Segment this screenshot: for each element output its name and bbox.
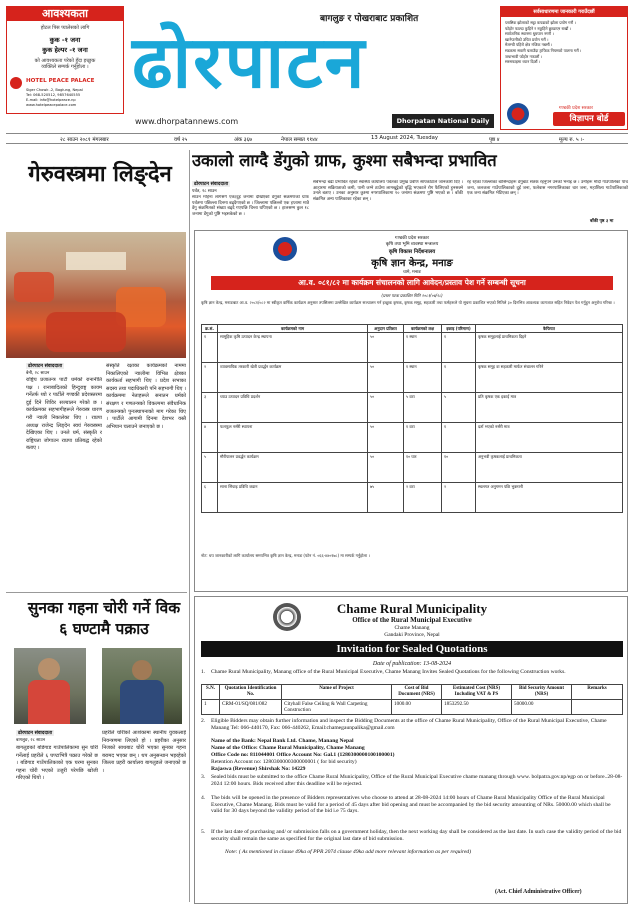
cell: फलफूल नर्सरी स्थापना — [218, 423, 368, 453]
notice-th: क्र.सं. — [202, 325, 218, 333]
cell: २ — [442, 483, 476, 513]
hotel-address: Siger Chowk -2, Baglung, Nepal — [26, 88, 83, 92]
cell: १ स्थान — [404, 333, 442, 363]
cell: ५ — [202, 453, 218, 483]
dateline-bar — [6, 133, 628, 144]
notice-banner: आ.व. ०८१/८२ मा कार्यक्रम संचालनको लागि आवेदन/प्रस्ताव पेश गर्ने सम्बन्धी सूचना — [211, 276, 613, 290]
cell: ६ — [202, 483, 218, 513]
notice-line2: कृषि तथा भूमि व्यवस्था मन्त्रालय — [385, 242, 439, 247]
agri-notice — [194, 230, 628, 592]
cell: १ वटा — [404, 423, 442, 453]
notice-title: कृषि ज्ञान केन्द्र, मनाङ — [371, 258, 453, 269]
tender-note: Note: ( As mentioned in clause 49ka of PPR 2074 clause 49ka add more relevant information as per required) — [225, 849, 472, 855]
notice-intro: कृषि ज्ञान केन्द्र, मनाङबाट आ.व. २०८१/०८२ मा स्वीकृत वार्षिक कार्यक्रम अनुसार तपसिलमा उल्लेखित कार्यक्रम सञ्चालन गर्न इच्छुक कृषक, कृषक समूह, सहकारी तथा फर्महरूले यो सूचना प्रकाशित भएको मितिले ३० दिनभित्र आवश्यक कागजात सहित निवेदन पेश गर्नुहुन अनुरोध गरिन्छ । — [201, 300, 615, 305]
cell: ५० — [368, 453, 404, 483]
tender-th: Bid Security Amount (NRS) — [512, 685, 572, 700]
left-story2-byline: ढोरपाटन संवाददाता — [18, 731, 53, 736]
cell: दर्ता भएको नर्सरी मात्र — [476, 423, 623, 453]
english-date: 13 August 2024, Tuesday — [371, 135, 439, 141]
notice-line1: गण्डकी प्रदेश सरकार — [395, 236, 429, 241]
notice-line3: कृषि विकास निर्देशनालय — [388, 249, 436, 255]
main-story-col2: सबैभन्दा बढी प्रभावित रहेको स्वास्थ्य कार्यालय पर्वतका प्रमुख प्रवीण सापकोटाले जानकारी दिए । आहारमा सक्रियताको कमी, पानी जम्ने ठाउँमा लामखुट्टेको वृद्धि भएकाले रोग फैलिएको हुनसक्ने उनले बताए । उनका अनुसार कुश्मा नगरपालिकामा १० जनामा संक्रमण पुष्टि भएको छ । बाँकी संक्रमित अन्य पालिकाका रहेका छन् । — [313, 180, 463, 202]
main-story-continued: बाँकी पृष्ठ ३ मा — [590, 219, 614, 224]
notice-footnote: नोट: थप जानकारीको लागि कार्यालय समयभित्र कृषि ज्ञान केन्द्र, मनाङ (फोन नं. ०६६-४४०१७८) मा सम्पर्क गर्नुहोला । — [201, 553, 370, 558]
right-ad-item: सरसफाइमा ध्यान दिऔं । — [505, 59, 541, 65]
right-ad-item: फोहोर फाल्दा कुहिने र नकुहिने छुट्याएर राखौं । — [505, 25, 571, 31]
tender-item4-num: 4. — [201, 795, 206, 801]
nepali-date: २८ साउन २०८१ मंगलबार — [60, 137, 109, 143]
tender-bank3: Office Code no: 811044001 Office Account No: Gal.1 (1280300000100100001) — [211, 752, 395, 758]
cell: सामूहिक कृषि उत्पादन केन्द्र स्थापना — [218, 333, 368, 363]
right-ad-org-line1: गण्डकी प्रदेश सरकार — [559, 106, 593, 111]
notice-sub: चामे, मनाङ — [403, 270, 421, 275]
tender-th: Quotation Identification No. — [220, 685, 282, 700]
cell: ५ — [442, 393, 476, 423]
table-row — [202, 363, 623, 393]
cell: ५० — [368, 363, 404, 393]
left-story2-col2: प्रहरीले चोरीको आशंकामा स्थानीय युवकलाई नियन्त्रणमा लिएको हो । प्रहरीका अनुसार निजको साथबाट चोरी भएका सुनका गहना बरामद भएका छन् । थप अनुसन्धान भइरहेको जिल्ला प्रहरी कार्यालय बागलुङले जनाएको छ । — [102, 730, 186, 774]
left-story-headline: गेरुवस्त्रमा लिङ्देन — [28, 162, 172, 187]
tender-title: Invitation for Sealed Quotations — [201, 641, 623, 657]
table-row — [202, 453, 623, 483]
tender-bank2: Name of the Office: Chame Rural Municipality, Chame Manang — [211, 745, 365, 751]
cell: Cityhall False Ceiling & Wall Carpeting Construction — [282, 700, 392, 715]
cell: 1853292.50 — [442, 700, 512, 715]
left-story2-col1: बागलुङको बडिगाड गाउँपालिकामा सुन चोरी गर्नेलाई प्रहरीले ६ घण्टाभित्रै पक्राउ गरेको छ । बडिगाड गाउँपालिकाको एक घरमा सुनका गहना चोरी भएको उजुरी परेपछि खोजी गरिएको थियो । — [16, 745, 98, 782]
cell: १ — [442, 333, 476, 363]
right-ad-item: मेलम्ची पहिरो क्षेत्र नजिक नबसौं । — [505, 42, 553, 48]
tender-office: Office of the Rural Municipal Executive — [352, 616, 472, 624]
tender-municipality: Chame Rural Municipality — [336, 601, 488, 616]
masthead-title: ढोरपाटन — [132, 20, 367, 104]
notice-th: अनुदान प्रतिशत — [368, 325, 404, 333]
tender-notice — [194, 596, 628, 904]
cell: मौरीपालन प्रवर्द्धन कार्यक्रम — [218, 453, 368, 483]
tender-bank1: Name of the Bank: Nepal Bank Ltd. Chame, Manang Nepal — [211, 738, 354, 744]
cell: ५ वटा — [404, 393, 442, 423]
cell: 50000.00 — [512, 700, 572, 715]
tender-item2: Eligible Bidders may obtain further information and inspect the Bidding Documents at the office of Chame Rural Municipality, Office of the Rural Municipal Executive, Chame Manang Tel: 066-440170, Fax: 066-440262, Email:chamegaunpalika@gmail.com — [211, 718, 607, 731]
masthead-english-name: Dhorpatan National Daily — [392, 114, 494, 128]
right-ad-item: प्लाष्टिक झोलाको सट्टा कपडाको झोला प्रयोग गरौं । — [505, 20, 576, 25]
notice-th: कार्यक्रमको लक्ष — [404, 325, 442, 333]
nepal-emblem-icon — [507, 103, 529, 125]
cell: स्थलगत अनुगमन पछि भुक्तानी — [476, 483, 623, 513]
arrest-photo — [14, 648, 86, 724]
tender-item3-num: 3. — [201, 774, 206, 780]
tender-date: Date of publication: 13-08-2024 — [372, 661, 452, 667]
cell: ५० — [368, 393, 404, 423]
police-photo — [102, 648, 182, 724]
cell: ७५ — [368, 483, 404, 513]
table-row — [202, 333, 623, 363]
left-ad-line2: कुक -१ जना — [49, 36, 81, 44]
cell: ५० — [368, 333, 404, 363]
cell — [572, 700, 623, 715]
cell: ५० — [368, 423, 404, 453]
notice-th: इकाइ (परिमाण) — [442, 325, 476, 333]
tender-th: Cost of Bid Document (NRS) — [392, 685, 442, 700]
cell: अनुभवी कृषकलाई प्राथमिकता — [476, 453, 623, 483]
cell: 1 — [202, 700, 220, 715]
tender-item4: The bids will be opened in the presence of Bidders representatives who choose to attend at 28-08-2024 14:00 hours of Chame Rural Municipality Office of the Rural Municipal Executive, Chame Manang. Bids must be valid for a period of 45 days after bid opening and must be accompanied by the bid security amounting of NRs. 50000.00 which shall be valid for 30 days beyond the validity period of the bid i.e 75 days. — [211, 795, 611, 815]
left-ad-line3: कुक हेल्पर -१ जना — [42, 46, 88, 54]
masthead-tagline: बागलुङ र पोखराबाट प्रकाशित — [320, 14, 419, 24]
left-ad-line4: को आवश्यकता परेको हुँदा इच्छुक — [34, 58, 96, 64]
tender-province: Gandaki Province, Nepal — [384, 632, 440, 638]
tender-item3: Sealed bids must be submitted to the office Chame Rural Municipality, Office of the Rural Municipal Executive chame manang through www. bolpatra.gov.np/egp on or before..28-08-2024 12:00 hours. Bids received after this deadline will be rejected. — [211, 774, 623, 787]
tender-th: Remarks — [572, 685, 623, 700]
cell: व्यावसायिक तरकारी खेती प्रवर्द्धन कार्यक्रम — [218, 363, 368, 393]
cell: १ स्थान — [404, 363, 442, 393]
cell: २ — [202, 363, 218, 393]
tender-logo-icon — [273, 603, 301, 631]
cell: कृषक समूह वा सहकारी मार्फत संचालन गरिने — [476, 363, 623, 393]
cell: ३ — [202, 393, 218, 423]
cell: 1000.00 — [392, 700, 442, 715]
tender-item1: Chame Rural Municipality, Manang office of the Rural Municipal Executive, Chame Manang Invites Sealed Quotations for the following Construction works. — [211, 669, 566, 675]
hotel-web: www.hotelpeacepalace.com — [26, 103, 77, 107]
price: मूल्य रु. ५ ।- — [559, 137, 585, 143]
right-ad-item: खानेपानीको उचित प्रयोग गरौं । — [505, 36, 549, 42]
tender-item2-num: 2. — [201, 718, 206, 724]
cell: १० — [442, 453, 476, 483]
cell: CRM-01/SQ/081/082 — [220, 700, 282, 715]
right-ad-box — [500, 6, 628, 130]
cell: १ — [202, 333, 218, 363]
tender-th: Estimated Cost (NRS) Including VAT & PS — [442, 685, 512, 700]
cell: ४ — [202, 423, 218, 453]
tender-place: Chame Manang — [394, 625, 430, 631]
table-row — [202, 700, 623, 715]
right-ad-header: सर्वसाधारणमा जानकारी गराउँदछौं — [501, 7, 627, 17]
page-count: पृष्ठ ४ — [489, 137, 500, 143]
main-story-col1: साउन महिना लागेसँगै एक/दुई जनामा देखिएको डेंगुको संक्रमणको ग्राफ पर्वतमा पछिल्ला दिनमा बढ्दैगएको छ । जिल्लामा पछिल्लो एक हप्तामा मात्रै डेंगु संक्रमितको संख्या बढ्दै गएपछि चिन्ता थपिएको छ । हालसम्म कुल १८ जनामा डेंगुको पुष्टि भइसकेको छ । — [192, 195, 309, 217]
notice-th: कैफियत — [476, 325, 623, 333]
tender-bank4: Retention Account no: 1280300000300000001 ( for bid security) — [211, 759, 357, 765]
cell: २ वटा — [404, 483, 442, 513]
cell: १ — [442, 363, 476, 393]
left-ad-box — [6, 6, 124, 114]
tender-table — [201, 684, 623, 715]
left-ad-line1: होटल पिस प्यालेसको लागि — [40, 25, 90, 31]
cell: १० घार — [404, 453, 442, 483]
notice-th: कार्यक्रमको नाम — [218, 325, 368, 333]
tender-item5: If the last date of purchasing and/ or submission falls on a government holiday, then the next working day shall be considered as the last date. In such case the validity period of the bid security shall remain the same as specified for the original last date of bid submission. — [211, 829, 622, 842]
cell: १ — [442, 423, 476, 453]
right-ad-item: सडकमा सवारी चलाउँदा ट्राफिक नियमको पालना गरौं । — [505, 47, 582, 53]
left-ad-line5: व्यक्तिले सम्पर्क गर्नुहोला । — [41, 64, 89, 70]
year: वर्ष २५ — [174, 137, 188, 143]
cell: साना सिंचाइ प्रविधि जडान — [218, 483, 368, 513]
tender-item1-num: 1. — [201, 669, 206, 675]
tender-th: Name of Project — [282, 685, 392, 700]
nepal-sambat: नेपाल सम्बत ११४४ — [281, 137, 318, 143]
cell: च्याउ उत्पादन प्रविधि प्रदर्शन — [218, 393, 368, 423]
masthead-url: www.dhorpatannews.com — [135, 117, 239, 126]
main-headline: उकालो लाग्दै डेंगुको ग्राफ, कुश्मा सबैभन्दा प्रभावित — [192, 151, 497, 170]
left-story2-place: बागलुङ, २८ साउन — [16, 738, 45, 743]
tender-sign: (Act. Chief Administrative Officer) — [495, 889, 582, 895]
hotel-contact: Tel: 068-520512, 9857640555 — [26, 93, 81, 97]
table-row — [202, 423, 623, 453]
rally-photo — [6, 232, 186, 358]
main-story-place: पर्वत, २८ साउन — [192, 189, 217, 194]
issue: अंक ३६७ — [234, 137, 253, 143]
tender-th: S.N. — [202, 685, 220, 700]
hotel-email: E-mail: info@hotelpeace.np — [26, 98, 76, 102]
hotel-logo-icon — [10, 77, 22, 89]
tender-item5-num: 5. — [201, 829, 206, 835]
left-ad-title: आवश्यकता — [7, 7, 123, 21]
left-story-place: बेनी, २८ साउन — [26, 371, 50, 376]
left-story-byline: ढोरपाटन संवाददाता — [28, 364, 63, 369]
cell: कृषक समूहलाई प्राथमिकता दिइने — [476, 333, 623, 363]
right-ad-item: सार्वजनिक स्थानमा धुम्रपान नगरौं । — [505, 31, 554, 37]
main-story-col3: रह रहेका जिल्लाका बासिन्दाहरू डेंगुबाट सतर्क रहनुपर्ने उनको भनाइ छ । उनीहरू मोदी गाउँपालिका पाँच जना, जलजला गाउँपालिकाको दुई जना, फलेवास नगरपालिकाका चार जना, महाशिला गाउँपालिकाको एक जना संक्रमित भेटिएका छन् । — [467, 180, 628, 197]
cell: प्रति कृषक एक इकाई मात्र — [476, 393, 623, 423]
notice-pubdate: (प्रथम पटक प्रकाशित मिति २०८१/०४/२८) — [381, 293, 443, 298]
right-ad-item: जथाभावी फोहोर नफालौं । — [505, 53, 542, 59]
notice-table — [201, 324, 623, 513]
main-story-byline: ढोरपाटन संवाददाता — [194, 182, 229, 187]
table-row — [202, 393, 623, 423]
left-story2-headline: सुनका गहना चोरी गर्ने विक ६ घण्टामै पक्राउ — [27, 599, 181, 638]
left-story-col2: संस्कृति रक्षाका कार्यक्रमको नाममा निकालिएको र्‍यालीमा विभिन्न क्षेत्रका कार्यकर्ता सहभागी थिए । प्रदेश सभाका सदस्य तथा पदाधिकारी पनि सहभागी थिए । कार्यक्रममा नेताहरूले सनातन धर्मको संरक्षण र गणतन्त्रको विकल्पमा संवैधानिक राजतन्त्रको पुनःस्थापनाको माग गरेका थिए । पार्टीले आगामी दिनमा देशभर यस्तै अभियान चलाउने जनाएको छ । — [106, 363, 186, 430]
hotel-name: HOTEL PEACE PALACE — [26, 78, 95, 84]
left-story-col1: राष्ट्रिय प्रजातन्त्र पार्टी धर्मको रानानीति पक्ष । रानाबादितको हिन्दुराष्ट्र कायम गर्नेतर्फ थ्यो र पार्टीले गण्डकी प्रदेशस्तरमा दुई दिने शिविर सञ्चालन गरेको छ । कार्यक्रमका सहभागीहरूले गेरुवस्त्र धारण गरी र्‍याली निकालेका थिए । राप्रपा अध्यक्ष राजेन्द्र लिङ्देन स्वयं गेरुवस्त्रमा देखिएका थिए । उनले धर्म, संस्कृति र राष्ट्रियता जोगाउन राप्रपा प्रतिबद्ध रहेको बताए । — [26, 377, 102, 452]
table-row — [202, 483, 623, 513]
tender-bank5: Rajaswa (Revenue) Shirshak No: 14229 — [211, 766, 306, 772]
right-ad-org-name: विज्ञापन बोर्ड — [553, 112, 625, 126]
